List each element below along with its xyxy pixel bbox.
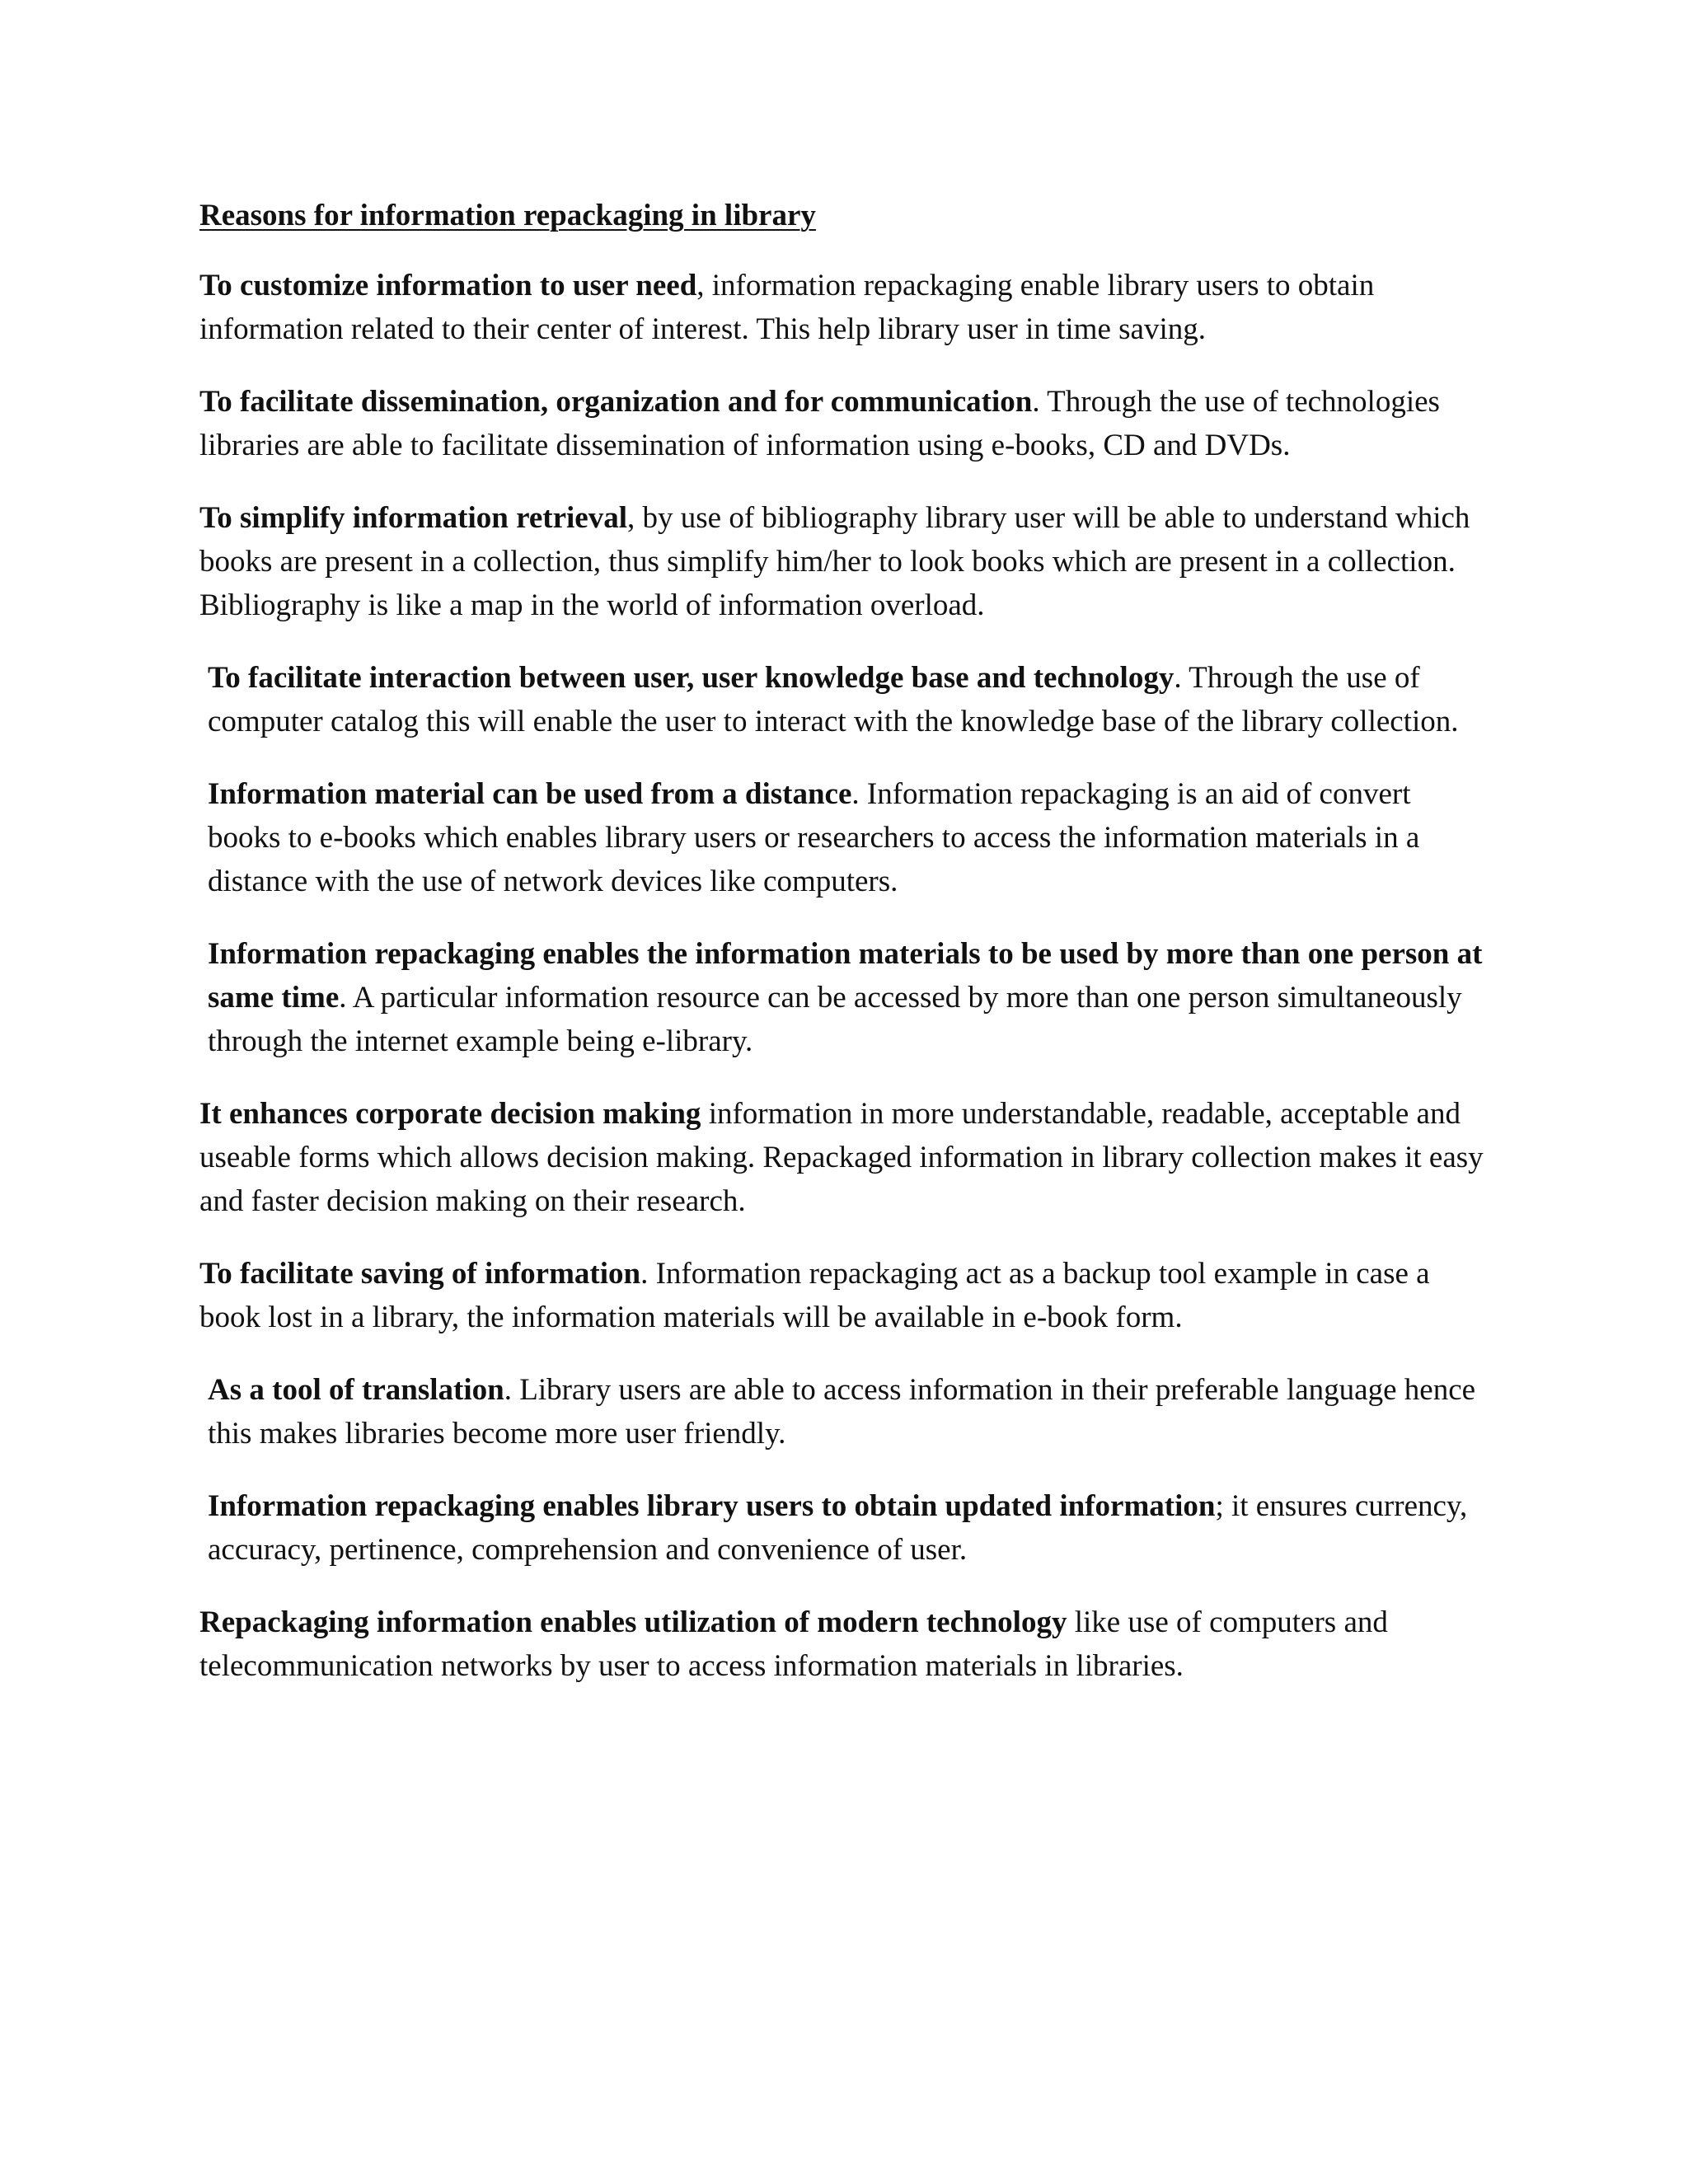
paragraph-body: . Library users are able to access information in their preferable language hence this makes libraries become more user friendly.	[208, 1373, 1476, 1451]
paragraph-lead: To customize information to user need	[199, 269, 697, 302]
paragraph-body: . Through the use of technologies libraries are able to facilitate dissemination of information using e-books, CD and DVDs.	[199, 385, 1440, 462]
paragraph-body: like use of computers and telecommunication networks by user to access information materials in libraries.	[199, 1605, 1388, 1683]
document-title: Reasons for information repackaging in library	[199, 199, 816, 232]
paragraph-modern-technology	[199, 1601, 1485, 1688]
paragraph-used-from-distance	[199, 772, 1485, 903]
paragraph-lead: Information repackaging enables the information materials to be used by more than one person at same time	[208, 937, 1483, 1015]
paragraph-lead: Information material can be used from a distance	[208, 777, 852, 811]
paragraph-body: . Information repackaging act as a backup tool example in case a book lost in a library, the information materials will be available in e-book form.	[199, 1257, 1430, 1334]
paragraph-tool-of-translation	[199, 1368, 1485, 1455]
paragraph-more-than-one-person	[199, 932, 1485, 1063]
paragraph-customize-information	[199, 264, 1485, 351]
paragraph-lead: Repackaging information enables utilization of modern technology	[199, 1605, 1067, 1639]
paragraph-lead: Information repackaging enables library users to obtain updated information	[208, 1489, 1216, 1523]
paragraph-lead: It enhances corporate decision making	[199, 1097, 701, 1131]
paragraph-lead: To facilitate interaction between user, user knowledge base and technology	[208, 661, 1175, 695]
paragraph-facilitate-dissemination	[199, 380, 1485, 467]
paragraph-body: . Information repackaging is an aid of convert books to e-books which enables library users or researchers to access the information materials in a distance with the use of network devices like computers.	[208, 777, 1420, 898]
paragraph-simplify-retrieval	[199, 496, 1485, 627]
paragraph-body: , information repackaging enable library users to obtain information related to their center of interest. This help library user in time saving.	[199, 269, 1375, 346]
paragraph-lead: To simplify information retrieval	[199, 501, 627, 535]
paragraph-decision-making	[199, 1092, 1485, 1223]
paragraph-body: . A particular information resource can be accessed by more than one person simultaneously through the internet example being e-library.	[208, 981, 1462, 1058]
paragraph-updated-information	[199, 1484, 1485, 1572]
paragraph-lead: To facilitate dissemination, organization and for communication	[199, 385, 1033, 419]
document-body	[199, 194, 1485, 1717]
paragraph-facilitate-interaction	[199, 656, 1485, 743]
paragraph-lead: As a tool of translation	[208, 1373, 504, 1407]
paragraph-saving-of-information	[199, 1252, 1485, 1339]
paragraph-body: . Through the use of computer catalog this will enable the user to interact with the knowledge base of the library collection.	[208, 661, 1459, 738]
paragraph-body: information in more understandable, readable, acceptable and useable forms which allows decision making. Repackaged information in library collection makes it easy and faster decision making on their research.	[199, 1097, 1484, 1218]
paragraph-lead: To facilitate saving of information	[199, 1257, 641, 1291]
paragraph-body: ; it ensures currency, accuracy, pertinence, comprehension and convenience of user.	[208, 1489, 1468, 1567]
paragraph-body: , by use of bibliography library user will be able to understand which books are present in a collection, thus simplify him/her to look books which are present in a collection. Bibliography is like a map in the world of information overload.	[199, 501, 1470, 622]
